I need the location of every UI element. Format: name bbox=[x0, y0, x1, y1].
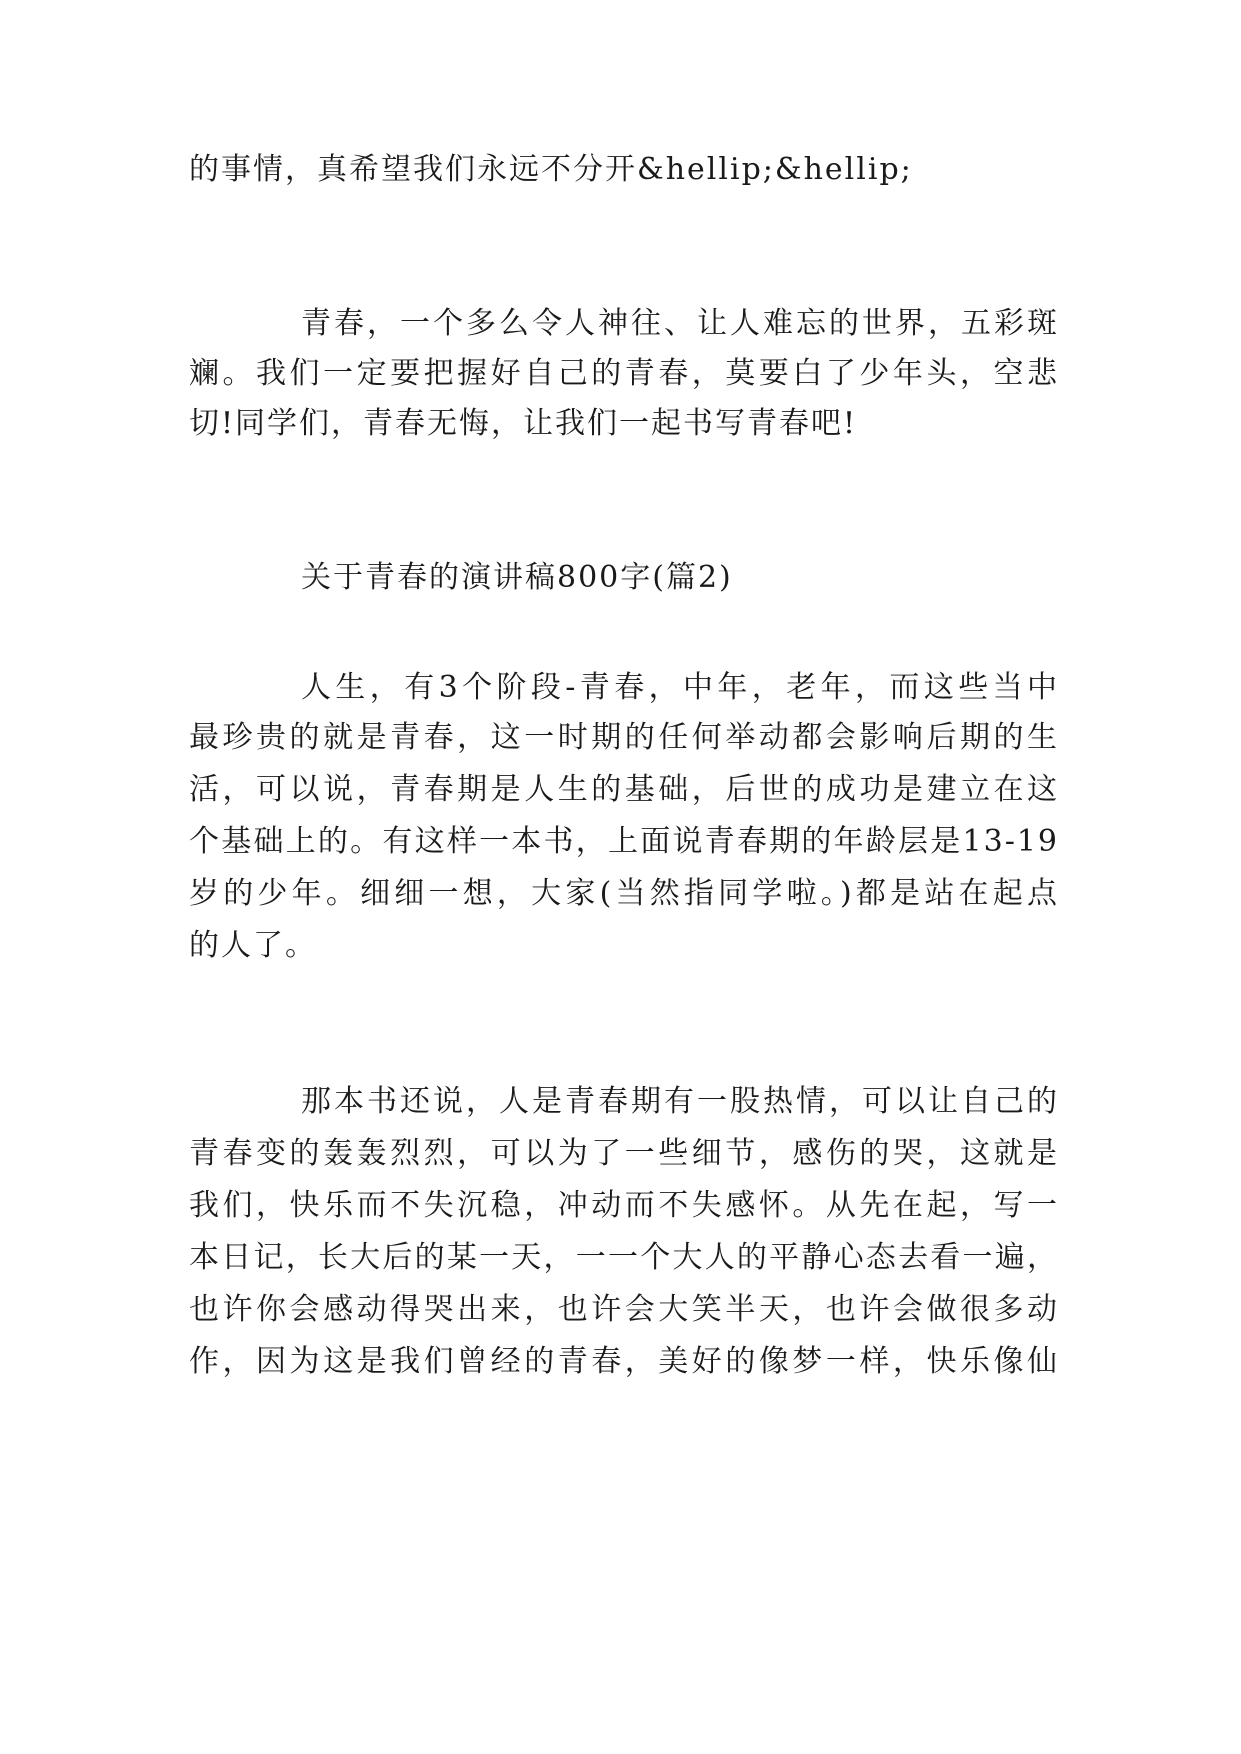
paragraph-first-line: 人生，有3个阶段-青春，中年，老年，而这些当中 bbox=[301, 670, 1059, 705]
text-line: 斓。我们一定要把握好自己的青春，莫要白了少年头，空悲 bbox=[189, 356, 1059, 391]
text-line: 我们，快乐而不失沉稳，冲动而不失感怀。从先在起，写一 bbox=[189, 1188, 1059, 1223]
text-line: 也许你会感动得哭出来，也许会大笑半天，也许会做很多动 bbox=[189, 1292, 1059, 1327]
text-line: 活，可以说，青春期是人生的基础，后世的成功是建立在这 bbox=[189, 772, 1059, 807]
text-line: 的事情，真希望我们永远不分开&hellip;&hellip; bbox=[189, 152, 913, 187]
text-line: 岁的少年。细细一想，大家(当然指同学啦。)都是站在起点 bbox=[189, 876, 1059, 911]
text-line: 作，因为这是我们曾经的青春，美好的像梦一样，快乐像仙 bbox=[189, 1344, 1059, 1379]
text-line: 个基础上的。有这样一本书，上面说青春期的年龄层是13-19 bbox=[189, 824, 1059, 859]
paragraph-first-line: 青春，一个多么令人神往、让人难忘的世界，五彩斑 bbox=[301, 306, 1059, 341]
text-line: 最珍贵的就是青春，这一时期的任何举动都会影响后期的生 bbox=[189, 720, 1059, 755]
text-line: 切!同学们，青春无悔，让我们一起书写青春吧! bbox=[189, 406, 858, 441]
text-line: 青春变的轰轰烈烈，可以为了一些细节，感伤的哭，这就是 bbox=[189, 1136, 1059, 1171]
paragraph-first-line: 那本书还说，人是青春期有一股热情，可以让自己的 bbox=[301, 1084, 1059, 1119]
text-line: 的人了。 bbox=[189, 928, 317, 963]
section-heading: 关于青春的演讲稿800字(篇2) bbox=[301, 560, 733, 595]
text-line: 本日记，长大后的某一天，一一个大人的平静心态去看一遍， bbox=[189, 1240, 1059, 1275]
